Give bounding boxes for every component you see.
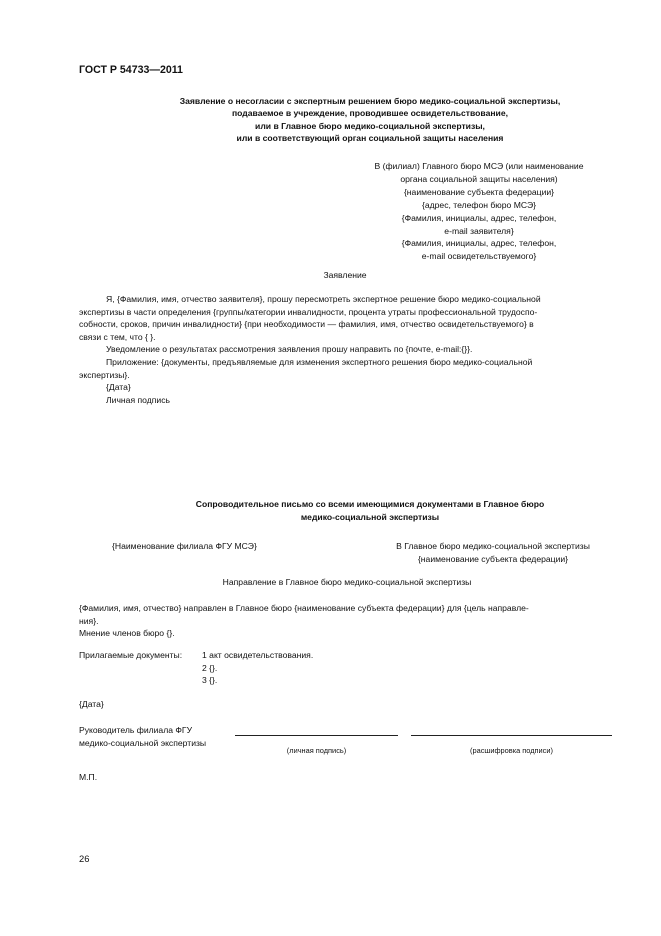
appeal-body-line: связи с тем, что { }. [79,331,156,342]
appeal-body [79,293,613,406]
address-line: органа социальной защиты населения) [400,173,558,184]
branch-name: {Наименование филиала ФГУ МСЭ} [112,541,257,551]
appeal-title [70,95,661,145]
attached-item: 2 {}. [202,662,218,673]
bureau-opinion: Мнение членов бюро {}. [79,628,175,639]
decoding-line [411,735,612,736]
direction-heading: Направление в Главное бюро медико-социальной экспертизы [222,577,472,587]
address-line: e-mail освидетельствуемого} [421,251,537,262]
signature-caption: (личная подпись) [286,746,347,755]
appeal-title-line: подаваемое в учреждение, проводившее освидетельствование, [231,108,508,119]
attached-documents [79,649,313,687]
attached-item: 1 акт освидетельствования. [202,650,314,660]
standard-number: ГОСТ Р 54733—2011 [79,64,183,76]
page-number: 26 [79,853,90,864]
referral-line: ния}. [79,615,99,626]
recipient-line: В Главное бюро медико-социальной экспертизы [396,541,590,551]
cover-letter-title [70,498,661,523]
referral-paragraph [79,602,613,640]
attached-item: 3 {}. [202,675,218,686]
head-line: Руководитель филиала ФГУ [79,725,193,735]
address-line: e-mail заявителя} [444,225,514,236]
appeal-title-line: или в Главное бюро медико-социальной экспертизы, [255,120,485,131]
head-line: медико-социальной экспертизы [79,737,207,748]
document-type-heading: Заявление [323,270,367,280]
cover-title-line: медико-социальной экспертизы [300,511,440,522]
address-line: {Фамилия, инициалы, адрес, телефон, [401,238,557,249]
address-line: В (филиал) Главного бюро МСЭ (или наименование [374,161,584,171]
cover-title-line: Сопроводительное письмо со всеми имеющимися документами в Главное бюро [195,499,545,509]
recipient-line: {наименование субъекта федерации} [417,553,569,564]
head-of-branch [79,724,206,749]
notification-line: Уведомление о результатах рассмотрения заявления прошу направить по {почте, e-mail:{}}. [106,344,473,355]
appeal-body-line: Я, {Фамилия, имя, отчество заявителя}, прошу пересмотреть экспертное решение бюро медико-социальной [106,294,541,304]
appeal-title-line: или в соответствующий орган социальной защиты населения [236,133,504,144]
appeal-title-line: Заявление о несогласии с экспертным решением бюро медико-социальной экспертизы, [179,96,561,106]
address-line: {наименование субъекта федерации} [403,186,555,197]
stamp-place: М.П. [79,772,98,782]
attachment-line: экспертизы}. [79,369,130,380]
attached-label: Прилагаемые документы: [79,650,183,660]
appeal-date: {Дата} [106,382,131,393]
addressee-block [345,160,613,263]
referral-line: {Фамилия, имя, отчество} направлен в Главное бюро {наименование субъекта федерации} для {цель направле- [79,603,529,613]
address-line: {Фамилия, инициалы, адрес, телефон, [401,212,557,223]
decoding-caption: (расшифровка подписи) [470,746,553,755]
personal-signature-label: Личная подпись [106,394,170,405]
attachment-line: Приложение: {документы, предъявляемые для изменения экспертного решения бюро медико-социальной [106,356,533,367]
appeal-body-line: собности, сроков, причин инвалидности} {при необходимости — фамилия, имя, отчество освидетельствуемого} в [79,319,534,330]
address-line: {адрес, телефон бюро МСЭ} [421,199,537,210]
signature-line [235,735,398,736]
cover-date: {Дата} [79,699,104,709]
appeal-body-line: экспертизы в части определения {группы/категории инвалидности, процента утраты профессиональной трудоспо- [79,306,538,317]
recipient-block [346,540,640,565]
